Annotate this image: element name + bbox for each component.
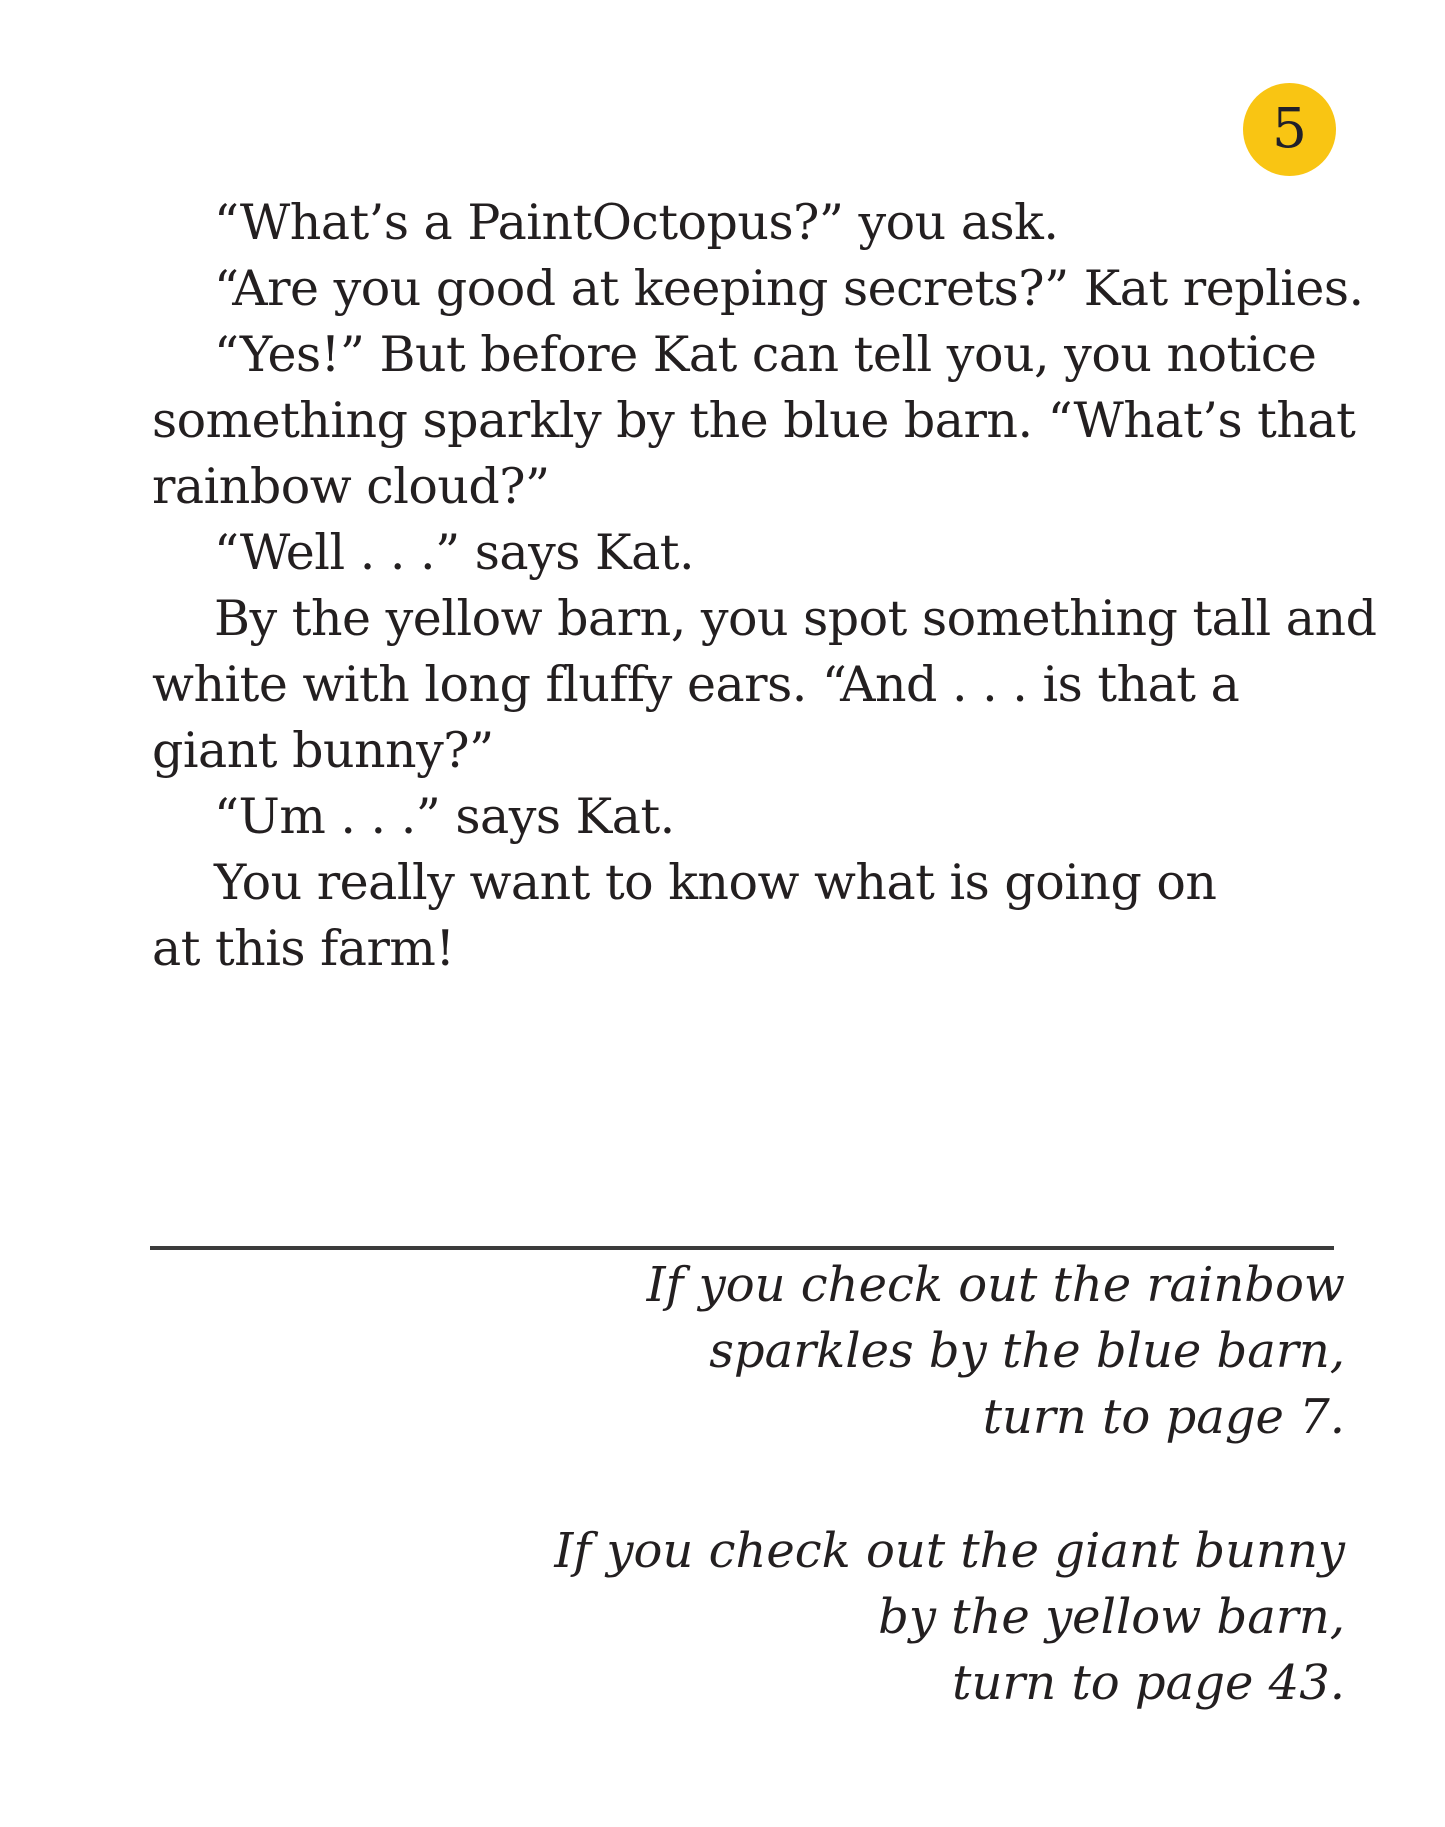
story-text (152, 190, 1376, 982)
choice-option-rainbow-sparkles (647, 1252, 1345, 1450)
choice-line: turn to page 43. (952, 1655, 1345, 1711)
story-line: something sparkly by the blue barn. “What’s that (152, 392, 1356, 449)
story-line: By the yellow barn, you spot something tall and (214, 590, 1377, 647)
choice-line: If you check out the giant bunny (554, 1523, 1345, 1579)
choice-line: sparkles by the blue barn, (709, 1323, 1345, 1379)
story-line: white with long fluffy ears. “And . . . is that a (152, 656, 1240, 713)
story-line: “Um . . .” says Kat. (214, 788, 675, 845)
divider-rule (150, 1246, 1334, 1250)
story-line: “What’s a PaintOctopus?” you ask. (214, 194, 1059, 251)
story-line: “Yes!” But before Kat can tell you, you notice (214, 326, 1317, 383)
choice-option-giant-bunny (554, 1518, 1345, 1716)
story-line: You really want to know what is going on (214, 854, 1217, 911)
page-number: 5 (1272, 96, 1307, 160)
story-line: rainbow cloud?” (152, 458, 550, 515)
story-line: giant bunny?” (152, 722, 494, 779)
story-line: “Are you good at keeping secrets?” Kat replies. (214, 260, 1364, 317)
page-number-badge (1243, 83, 1336, 176)
story-line: at this farm! (152, 920, 455, 977)
story-line: “Well . . .” says Kat. (214, 524, 695, 581)
choice-line: If you check out the rainbow (646, 1257, 1345, 1313)
choice-line: by the yellow barn, (878, 1589, 1345, 1645)
choice-line: turn to page 7. (982, 1389, 1345, 1445)
